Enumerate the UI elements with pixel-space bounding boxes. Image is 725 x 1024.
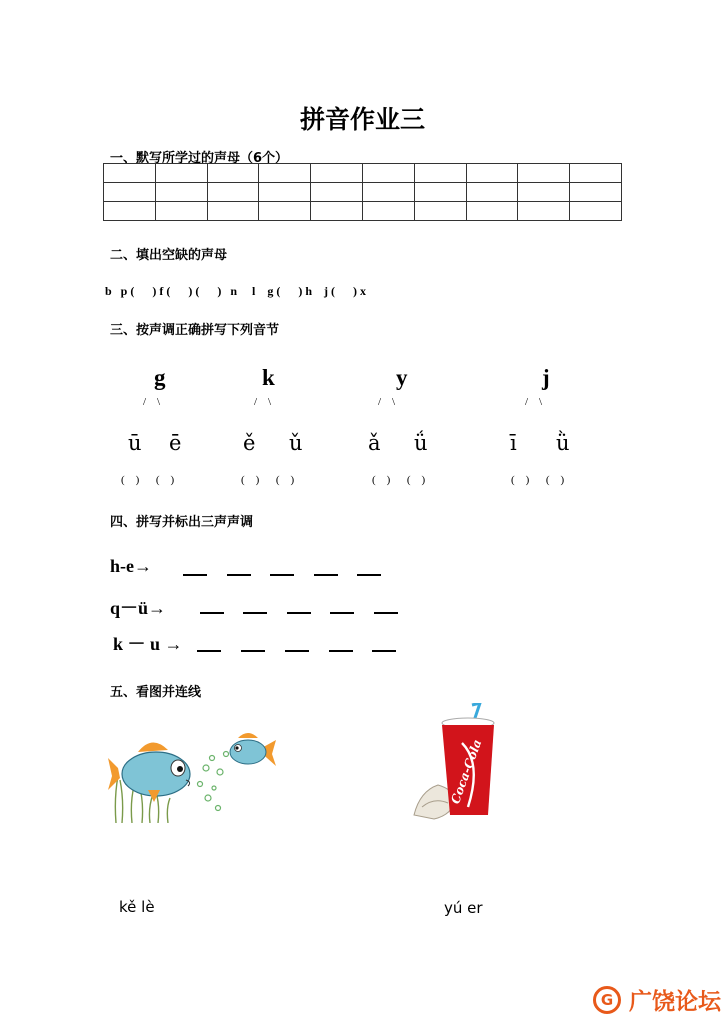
vowel-left: ū: [128, 431, 142, 455]
small-fish-icon: [230, 733, 276, 766]
cola-cup-icon: [442, 703, 494, 815]
answer-parentheses: ( ) ( ): [511, 474, 565, 486]
initial-letter: j: [542, 365, 550, 390]
watermark-logo-icon: G: [593, 986, 621, 1014]
grid-cell[interactable]: [362, 183, 414, 202]
grid-cell[interactable]: [414, 202, 466, 221]
section-3-heading: 三、按声调正确拼写下列音节: [110, 323, 280, 338]
answer-parentheses: ( ) ( ): [372, 474, 426, 486]
big-fish-icon: [108, 742, 190, 802]
grid-row: [104, 164, 622, 183]
cola-cup-picture: [412, 703, 510, 821]
initials-fill-blank-line: b p ( ) f ( ) ( ) n l g ( ) h j ( ) x: [105, 284, 366, 298]
spelling-prompt-3: k － u →: [113, 634, 183, 654]
grid-cell[interactable]: [104, 183, 156, 202]
vowel-left: ǎ: [368, 431, 381, 455]
grid-cell[interactable]: [414, 183, 466, 202]
grid-cell[interactable]: [362, 202, 414, 221]
spelling-prompt-1: h-e→: [110, 556, 152, 576]
split-slashes: / \: [525, 396, 543, 408]
grid-cell[interactable]: [311, 183, 363, 202]
grid-cell[interactable]: [518, 183, 570, 202]
answer-parentheses: ( ) ( ): [241, 474, 295, 486]
initial-letter: k: [262, 365, 275, 390]
grid-cell[interactable]: [362, 164, 414, 183]
grid-cell[interactable]: [207, 164, 259, 183]
grid-cell[interactable]: [414, 164, 466, 183]
grid-cell[interactable]: [104, 202, 156, 221]
pinyin-word-kele: kě lè: [119, 898, 155, 916]
vowel-right: ǔ: [289, 431, 303, 455]
pinyin-word-yuer: yú er: [444, 899, 483, 917]
watermark-text: 广饶论坛: [629, 989, 722, 1015]
vowel-left: ě: [243, 431, 256, 455]
initial-letter: y: [396, 365, 408, 390]
bubbles-icon: [198, 752, 229, 811]
split-slashes: / \: [254, 396, 272, 408]
grid-cell[interactable]: [311, 164, 363, 183]
section-4-heading: 四、拼写并标出三声声调: [110, 515, 254, 530]
grid-cell[interactable]: [155, 164, 207, 183]
cup-brand-text: Coca-Cola: [448, 737, 485, 806]
answer-parentheses: ( ) ( ): [121, 474, 175, 486]
grid-cell[interactable]: [104, 164, 156, 183]
grid-cell[interactable]: [518, 164, 570, 183]
grid-row: [104, 183, 622, 202]
site-watermark: [593, 983, 721, 1016]
initial-letter: g: [154, 365, 166, 390]
grid-cell[interactable]: [259, 164, 311, 183]
grid-cell[interactable]: [570, 202, 622, 221]
split-slashes: / \: [143, 396, 161, 408]
grid-cell[interactable]: [518, 202, 570, 221]
grid-cell[interactable]: [259, 202, 311, 221]
vowel-left: ī: [510, 431, 517, 455]
vowel-right: ǜ: [556, 431, 570, 455]
section-5-heading: 五、看图并连线: [110, 685, 202, 700]
section-2-heading: 二、填出空缺的声母: [110, 248, 228, 263]
fish-picture: [108, 728, 278, 823]
split-slashes: / \: [378, 396, 396, 408]
grid-cell[interactable]: [311, 202, 363, 221]
grid-cell[interactable]: [207, 183, 259, 202]
grid-cell[interactable]: [466, 164, 518, 183]
grid-cell[interactable]: [466, 202, 518, 221]
grid-cell[interactable]: [259, 183, 311, 202]
initials-writing-grid: [103, 163, 622, 221]
grid-row: [104, 202, 622, 221]
grid-cell[interactable]: [570, 183, 622, 202]
page-title: 拼音作业三: [299, 105, 425, 134]
section-1-heading: 一、默写所学过的声母（6个）: [110, 151, 289, 166]
spelling-prompt-2: q－ü→: [110, 598, 167, 618]
vowel-right: ē: [169, 431, 182, 455]
grid-cell[interactable]: [155, 183, 207, 202]
grid-cell[interactable]: [570, 164, 622, 183]
grid-cell[interactable]: [155, 202, 207, 221]
grid-cell[interactable]: [466, 183, 518, 202]
grid-cell[interactable]: [207, 202, 259, 221]
vowel-right: ǘ: [414, 431, 428, 455]
